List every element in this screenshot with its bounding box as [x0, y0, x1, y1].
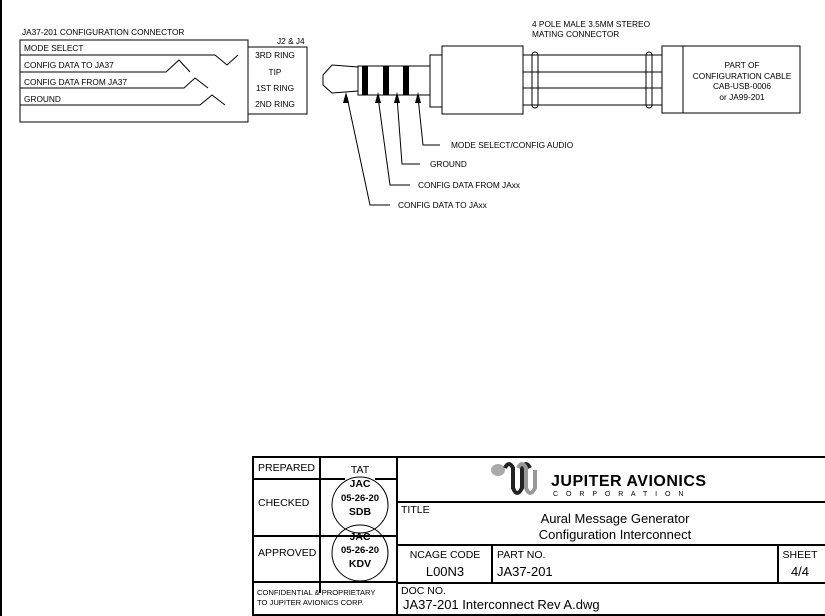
callout-leader	[418, 97, 440, 145]
company-logo	[491, 464, 707, 498]
arrow-icon	[394, 92, 400, 103]
prepared-label: PREPARED	[258, 462, 315, 474]
plug-label-2: MATING CONNECTOR	[532, 29, 620, 39]
checked-label: CHECKED	[258, 497, 310, 509]
cable-text: or JA99-201	[719, 92, 765, 102]
title-block	[253, 457, 825, 615]
pin-2nd-ring: 2ND RING	[255, 99, 295, 109]
callout-ground: GROUND	[430, 159, 467, 169]
cable-tie	[646, 52, 652, 108]
plug-label-1: 4 POLE MALE 3.5MM STEREO	[532, 19, 651, 29]
cable-text: CONFIGURATION CABLE	[692, 71, 792, 81]
company-name: JUPITER AVIONICS	[551, 473, 707, 490]
approved-stamp	[332, 525, 388, 581]
plug-collar	[430, 55, 442, 107]
callout-leader	[347, 97, 390, 205]
callout-leader	[397, 97, 420, 164]
stamp-date: 05-26-20	[340, 545, 380, 556]
connector-title: JA37-201 CONFIGURATION CONNECTOR	[22, 27, 185, 37]
arrow-icon	[415, 92, 421, 103]
signal-mode-select: MODE SELECT	[24, 43, 84, 53]
signal-config-from: CONFIG DATA FROM JA37	[24, 77, 127, 87]
insulator-band	[403, 66, 409, 95]
pin-1st-ring: 1ST RING	[255, 83, 295, 93]
callout-mode-select: MODE SELECT/CONFIG AUDIO	[451, 140, 574, 150]
signal-config-to: CONFIG DATA TO JA37	[24, 60, 114, 70]
jack-label: J2 & J4	[277, 36, 305, 46]
doc-number: JA37-201 Interconnect Rev A.dwg	[403, 597, 600, 612]
doc-label: DOC NO.	[401, 585, 446, 597]
stereo-plug	[323, 19, 800, 210]
pin-tip: TIP	[268, 67, 282, 77]
cable-tie	[532, 52, 538, 108]
ncage-code: L00N3	[425, 564, 465, 579]
ncage-label: NCAGE CODE	[409, 549, 481, 561]
callout-leader	[378, 97, 410, 185]
ja37-connector	[20, 27, 307, 122]
part-number: JA37-201	[497, 564, 553, 579]
pin-3rd-ring: 3RD RING	[255, 50, 295, 60]
company-sub: C O R P O R A T I O N	[553, 491, 687, 498]
part-label: PART NO.	[497, 549, 546, 561]
approved-label: APPROVED	[258, 547, 317, 559]
plug-body	[442, 46, 523, 114]
title-line-2: Configuration Interconnect	[538, 527, 692, 542]
sheet-label: SHEET	[782, 549, 818, 561]
title-label: TITLE	[401, 504, 430, 516]
stamp-signer: KDV	[348, 558, 372, 570]
signal-ground: GROUND	[24, 94, 61, 104]
plug-tip	[323, 65, 358, 93]
cable-text: PART OF	[724, 60, 760, 70]
plug-sleeve	[358, 66, 430, 95]
stamp-initials: JAC	[349, 531, 371, 543]
confidential-line-1: CONFIDENTIAL & PROPRIETARY	[257, 588, 376, 597]
arrow-icon	[375, 92, 381, 103]
stamp-signer: SDB	[348, 506, 372, 518]
callout-config-to: CONFIG DATA TO JAxx	[398, 200, 487, 210]
cable-text: CAB-USB-0006	[712, 81, 772, 91]
prepared-by: TAT	[350, 464, 370, 476]
insulator-band	[383, 66, 389, 95]
sheet-number: 4/4	[790, 564, 810, 579]
title-line-1: Aural Message Generator	[540, 511, 690, 526]
stamp-date: 05-26-20	[340, 493, 380, 504]
arrow-icon	[343, 92, 349, 103]
callout-config-from: CONFIG DATA FROM JAxx	[418, 180, 521, 190]
insulator-band	[362, 66, 368, 95]
confidential-line-2: TO JUPITER AVIONICS CORP.	[257, 598, 364, 607]
stamp-initials: JAC	[349, 478, 371, 490]
logo-swirl-icon	[491, 464, 535, 493]
